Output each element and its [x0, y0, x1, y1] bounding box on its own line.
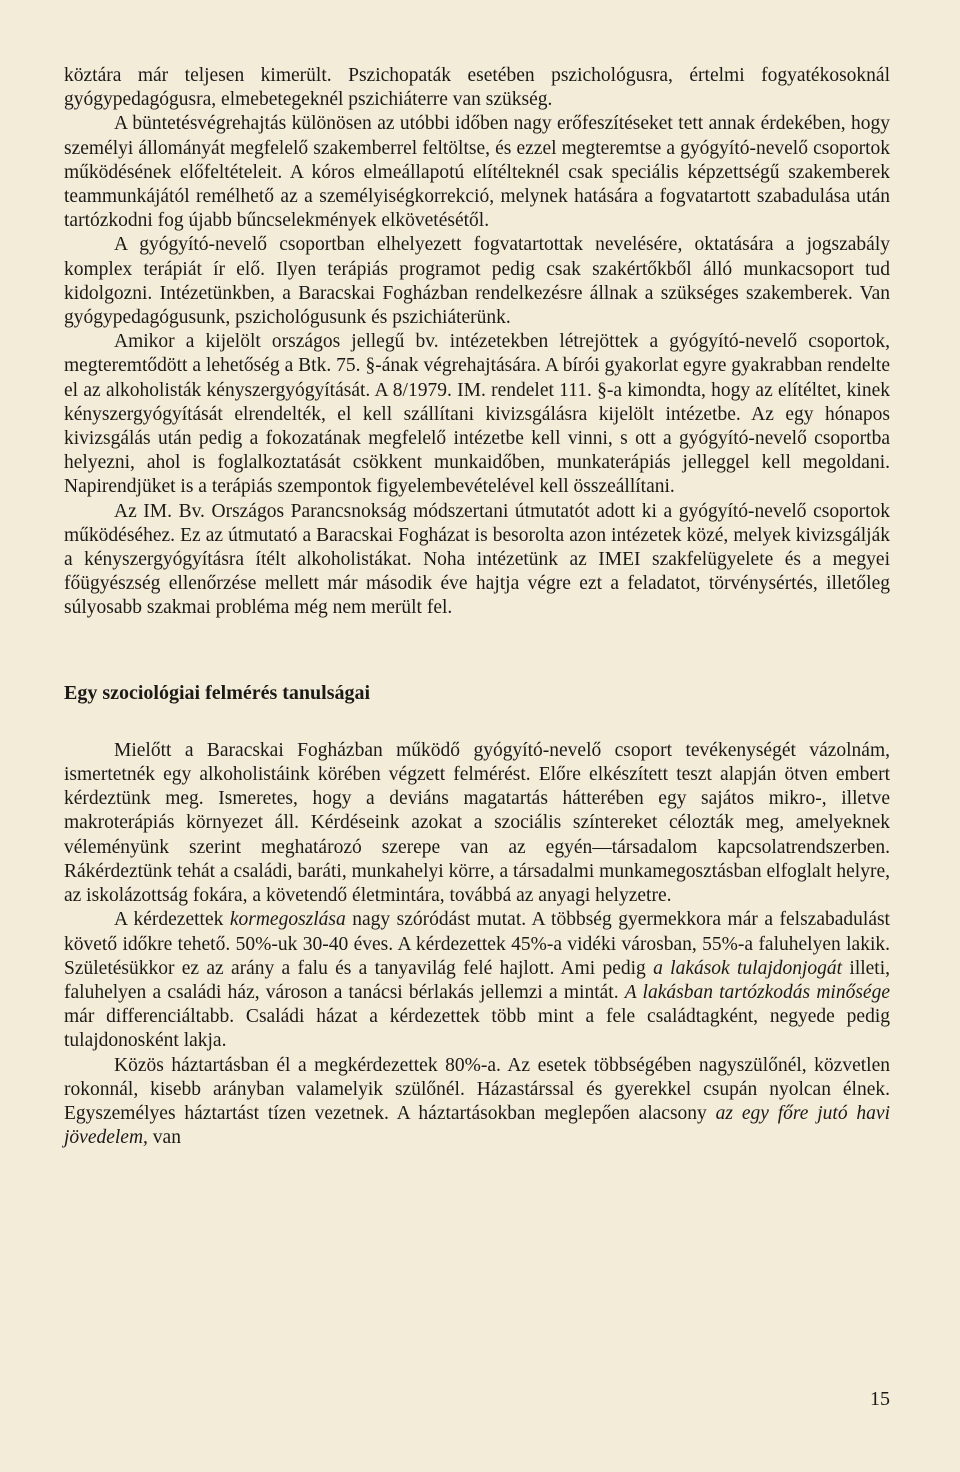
section-body	[64, 739, 890, 1150]
page-number: 15	[870, 1388, 890, 1410]
text-run: illeti, faluhelyen a családi ház, városon a tanácsi bérlakás jellemzi a mintát.	[64, 957, 891, 1003]
text-run: nagy szóródást mutat. A többség gyermekkora már a felszabadulást követő időkre tehető. 50%-uk 30-40 éves. A kérdezettek 45%-a vidéki városban, 55%-a faluhelyen lakik. Születésükkor ez az arány a falu és a tanyavilág felé hajlott. Ami pedig	[64, 909, 890, 979]
section-heading: Egy szociológiai felmérés tanulságai	[64, 681, 371, 704]
text-run: A kérdezettek	[114, 909, 230, 931]
paragraph	[64, 1054, 890, 1151]
text-run: már differenciáltabb. Családi házat a kérdezettek több mint a fele családtagként, negyede pedig tulajdonosként lakja.	[64, 1006, 890, 1052]
page-text	[64, 64, 890, 1150]
text-run: van	[147, 1127, 181, 1149]
paragraph: A büntetésvégrehajtás különösen az utóbbi időben nagy erőfeszítéseket tett annak érdekében, hogy személyi állományát megfelelő szakemberrel feltöltse, és ezzel megteremtse a gyógyító-nevelő csoportok működésének előfeltételeit. A kóros elmeállapotú elítélteknél csak speciális képzettségű szakemberek teammunkájától remélhető az a személyiségkorrekció, melynek hatására a fogvatartott szabadulása után tartózkodni fog újabb bűncselekmények elkövetésétől.	[64, 113, 890, 232]
italic-term: az egy főre jutó havi jövedelem,	[64, 1102, 890, 1149]
paragraph: köztára már teljesen kimerült. Pszichopaták esetében pszichológusra, értelmi fogyatékosoknál gyógypedagógusra, elmebetegeknél pszichiáterre van szükség.	[64, 65, 890, 111]
paragraph	[64, 908, 890, 1053]
text-run: Közös háztartásban él a megkérdezettek 80%-a. Az esetek többségében nagyszülőnél, közvetlen rokonnál, kisebb arányban valamelyik szülőnél. Házastárssal és gyerekkel csupán nyolcan élnek. Egyszemélyes háztartást tízen vezetnek. A háztartásokban meglepően alacsony	[64, 1054, 890, 1124]
paragraph: Amikor a kijelölt országos jellegű bv. intézetekben létrejöttek a gyógyító-nevelő csoportok, megteremtődött a lehetőség a Btk. 75. §-ának végrehajtására. A bírói gyakorlat egyre gyakrabban rendelte el az alkoholisták kényszergyógyítását. A 8/1979. IM. rendelet 111. §-a kimondta, hogy az elítéltet, kinek kényszergyógyítását elrendelték, el kell szállítani kivizsgálásra kijelölt intézetbe. Az egy hónapos kivizsgálás után pedig a fokozatának megfelelő intézetbe kell vinni, s ott a gyógyító-nevelő csoportba helyezni, ahol is foglalkoztatását csökkent munkaidőben, munkaterápiás jelleggel kell megoldani. Napirendjüket is a terápiás szempontok figyelembevételével kell összeállítani.	[64, 331, 890, 498]
italic-term: a lakások tulajdonjogát	[653, 957, 843, 979]
italic-term: kormegoszlása	[229, 909, 346, 931]
paragraph: Mielőtt a Baracskai Fogházban működő gyógyító-nevelő csoport tevékenységét vázolnám, ismertetnék egy alkoholistáink körében végzett felmérést. Előre elkészített teszt alapján ötven embert kérdeztünk meg. Ismeretes, hogy a deviáns magatartás hátterében egy sajátos mikro-, illetve makroterápiás környezet áll. Kérdéseink azokat a szociális színtereket célozták meg, amelyeknek véleményünk szerint meghatározó szerepe van az egyén—társadalom kapcsolatrendszerben. Rákérdeztünk tehát a családi, baráti, munkahelyi körre, a társadalmi munkamegosztásban elfoglalt helyre, az iskolázottság fokára, a követendő életmintára, továbbá az anyagi helyzetre.	[64, 739, 890, 907]
italic-term: A lakásban tartózkodás minősége	[624, 981, 890, 1003]
paragraph: A gyógyító-nevelő csoportban elhelyezett fogvatartottak nevelésére, oktatására a jogszabály komplex terápiát ír elő. Ilyen terápiás programot pedig csak szakértőkből álló munkacsoport tud kidolgozni. Intézetünkben, a Baracskai Fogházban rendelkezésre állnak a szükséges szakemberek. Van gyógypedagógusunk, pszichológusunk és pszichiáterünk.	[64, 234, 890, 329]
paragraph: Az IM. Bv. Országos Parancsnokság módszertani útmutatót adott ki a gyógyító-nevelő csoportok működéséhez. Ez az útmutató a Baracskai Fogházat is besorolta azon intézetek közé, melyek kivizsgálják a kényszergyógyításra ítélt alkoholistákat. Noha intézetünk az IMEI szakfelügyelete és a megyei főügyészség ellenőrzése mellett már második éve hajtja végre ezt a feladatot, törvénysértés, illetőleg súlyosabb szakmai probléma még nem merült fel.	[64, 500, 890, 619]
